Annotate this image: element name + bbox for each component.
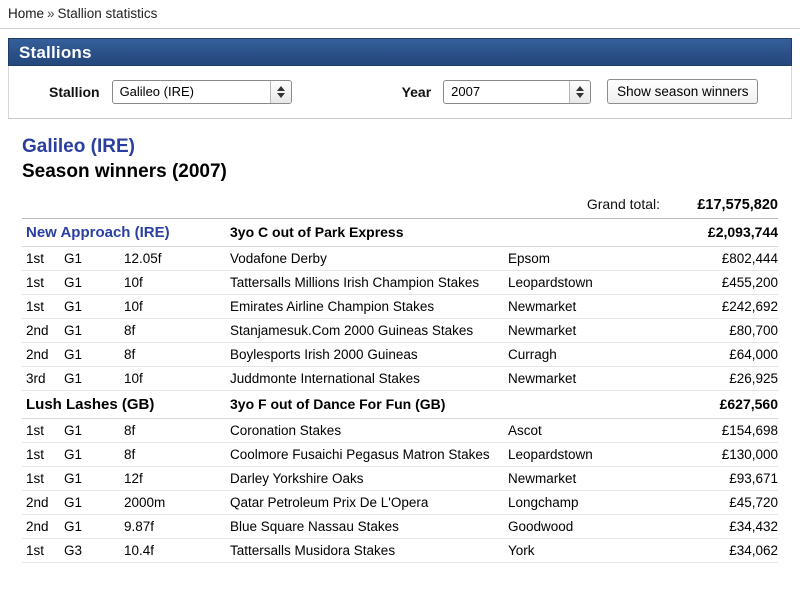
row-prize: £802,444: [721, 251, 778, 266]
show-season-winners-button[interactable]: Show season winners: [607, 79, 758, 104]
row-position: 1st: [26, 543, 45, 558]
grand-total-label: Grand total:: [586, 196, 660, 212]
row-prize: £130,000: [721, 447, 778, 462]
row-race: Darley Yorkshire Oaks: [230, 471, 364, 486]
row-grade: G1: [64, 495, 83, 510]
row-position: 1st: [26, 471, 45, 486]
row-position: 1st: [26, 275, 45, 290]
breadcrumb: [0, 0, 800, 29]
row-course: Longchamp: [508, 495, 579, 510]
year-select-wrapper: [443, 80, 591, 104]
row-course: Newmarket: [508, 299, 577, 314]
row-position: 1st: [26, 447, 45, 462]
row-grade: G1: [64, 299, 83, 314]
row-course: Curragh: [508, 347, 557, 362]
horse-header: [22, 391, 778, 419]
row-race: Qatar Petroleum Prix De L'Opera: [230, 495, 429, 510]
stallion-select-wrapper: [112, 80, 292, 104]
grand-total-value: £17,575,820: [697, 197, 778, 213]
table-row: [22, 539, 778, 563]
row-distance: 10.4f: [124, 543, 155, 558]
horse-name-link[interactable]: Lush Lashes (GB): [26, 396, 155, 413]
row-race: Vodafone Derby: [230, 251, 327, 266]
row-grade: G1: [64, 323, 83, 338]
horse-description: 3yo C out of Park Express: [230, 224, 404, 240]
table-row: [22, 271, 778, 295]
page-subtitle: Season winners (2007): [22, 161, 227, 182]
row-grade: G1: [64, 423, 83, 438]
row-distance: 8f: [124, 447, 136, 462]
row-distance: 8f: [124, 347, 136, 362]
row-prize: £154,698: [721, 423, 778, 438]
row-prize: £45,720: [729, 495, 778, 510]
row-grade: G1: [64, 251, 83, 266]
grand-total-row: [22, 196, 778, 218]
row-distance: 10f: [124, 275, 143, 290]
row-race: Tattersalls Musidora Stakes: [230, 543, 396, 558]
row-course: Epsom: [508, 251, 551, 266]
row-distance: 8f: [124, 423, 136, 438]
row-course: Leopardstown: [508, 275, 593, 290]
row-course: Newmarket: [508, 471, 577, 486]
table-row: [22, 247, 778, 271]
row-course: Newmarket: [508, 371, 577, 386]
horse-header: [22, 219, 778, 247]
horse-name-link[interactable]: New Approach (IRE): [26, 224, 170, 241]
season-winners-table: [22, 218, 778, 563]
page-title: Galileo (IRE): [22, 136, 135, 157]
row-prize: £80,700: [729, 323, 778, 338]
row-position: 1st: [26, 251, 45, 266]
row-race: Coolmore Fusaichi Pegasus Matron Stakes: [230, 447, 490, 462]
row-course: Leopardstown: [508, 447, 593, 462]
row-prize: £455,200: [721, 275, 778, 290]
row-position: 3rd: [26, 371, 46, 386]
table-row: [22, 467, 778, 491]
breadcrumb-separator: »: [47, 6, 55, 21]
row-distance: 2000m: [124, 495, 166, 510]
horse-total: £2,093,744: [707, 224, 778, 240]
row-position: 2nd: [26, 519, 49, 534]
row-position: 2nd: [26, 495, 49, 510]
row-distance: 9.87f: [124, 519, 155, 534]
row-prize: £26,925: [729, 371, 778, 386]
filter-controls: [8, 66, 792, 119]
horse-description: 3yo F out of Dance For Fun (GB): [230, 396, 446, 412]
row-race: Emirates Airline Champion Stakes: [230, 299, 435, 314]
row-race: Boylesports Irish 2000 Guineas: [230, 347, 418, 362]
row-prize: £64,000: [729, 347, 778, 362]
row-position: 1st: [26, 299, 45, 314]
row-distance: 12.05f: [124, 251, 162, 266]
row-distance: 12f: [124, 471, 143, 486]
row-course: Newmarket: [508, 323, 577, 338]
row-grade: G1: [64, 447, 83, 462]
table-row: [22, 443, 778, 467]
stallion-select[interactable]: [112, 80, 292, 104]
page-title-block: [22, 135, 792, 184]
row-distance: 8f: [124, 323, 136, 338]
row-position: 2nd: [26, 323, 49, 338]
row-race: Tattersalls Millions Irish Champion Stakes: [230, 275, 480, 290]
row-prize: £242,692: [721, 299, 778, 314]
row-position: 1st: [26, 423, 45, 438]
section-header-stallions: Stallions: [8, 38, 792, 66]
table-row: [22, 419, 778, 443]
row-race: Stanjamesuk.Com 2000 Guineas Stakes: [230, 323, 474, 338]
year-select[interactable]: [443, 80, 591, 104]
row-course: Ascot: [508, 423, 542, 438]
table-row: [22, 319, 778, 343]
row-prize: £34,062: [729, 543, 778, 558]
table-row: [22, 515, 778, 539]
table-row: [22, 491, 778, 515]
row-race: Blue Square Nassau Stakes: [230, 519, 399, 534]
table-row: [22, 367, 778, 391]
row-grade: G1: [64, 347, 83, 362]
row-grade: G1: [64, 519, 83, 534]
row-prize: £34,432: [729, 519, 778, 534]
row-position: 2nd: [26, 347, 49, 362]
row-course: York: [508, 543, 535, 558]
horse-total: £627,560: [719, 396, 778, 412]
row-grade: G1: [64, 371, 83, 386]
row-grade: G1: [64, 275, 83, 290]
year-label: Year: [401, 83, 432, 100]
row-race: Coronation Stakes: [230, 423, 342, 438]
row-distance: 10f: [124, 371, 143, 386]
row-distance: 10f: [124, 299, 143, 314]
stallion-label: Stallion: [49, 83, 100, 100]
row-prize: £93,671: [729, 471, 778, 486]
breadcrumb-home-link[interactable]: Home: [8, 6, 45, 21]
table-row: [22, 295, 778, 319]
row-grade: G1: [64, 471, 83, 486]
row-course: Goodwood: [508, 519, 574, 534]
row-race: Juddmonte International Stakes: [230, 371, 420, 386]
row-grade: G3: [64, 543, 83, 558]
table-row: [22, 343, 778, 367]
breadcrumb-current: Stallion statistics: [57, 6, 158, 21]
